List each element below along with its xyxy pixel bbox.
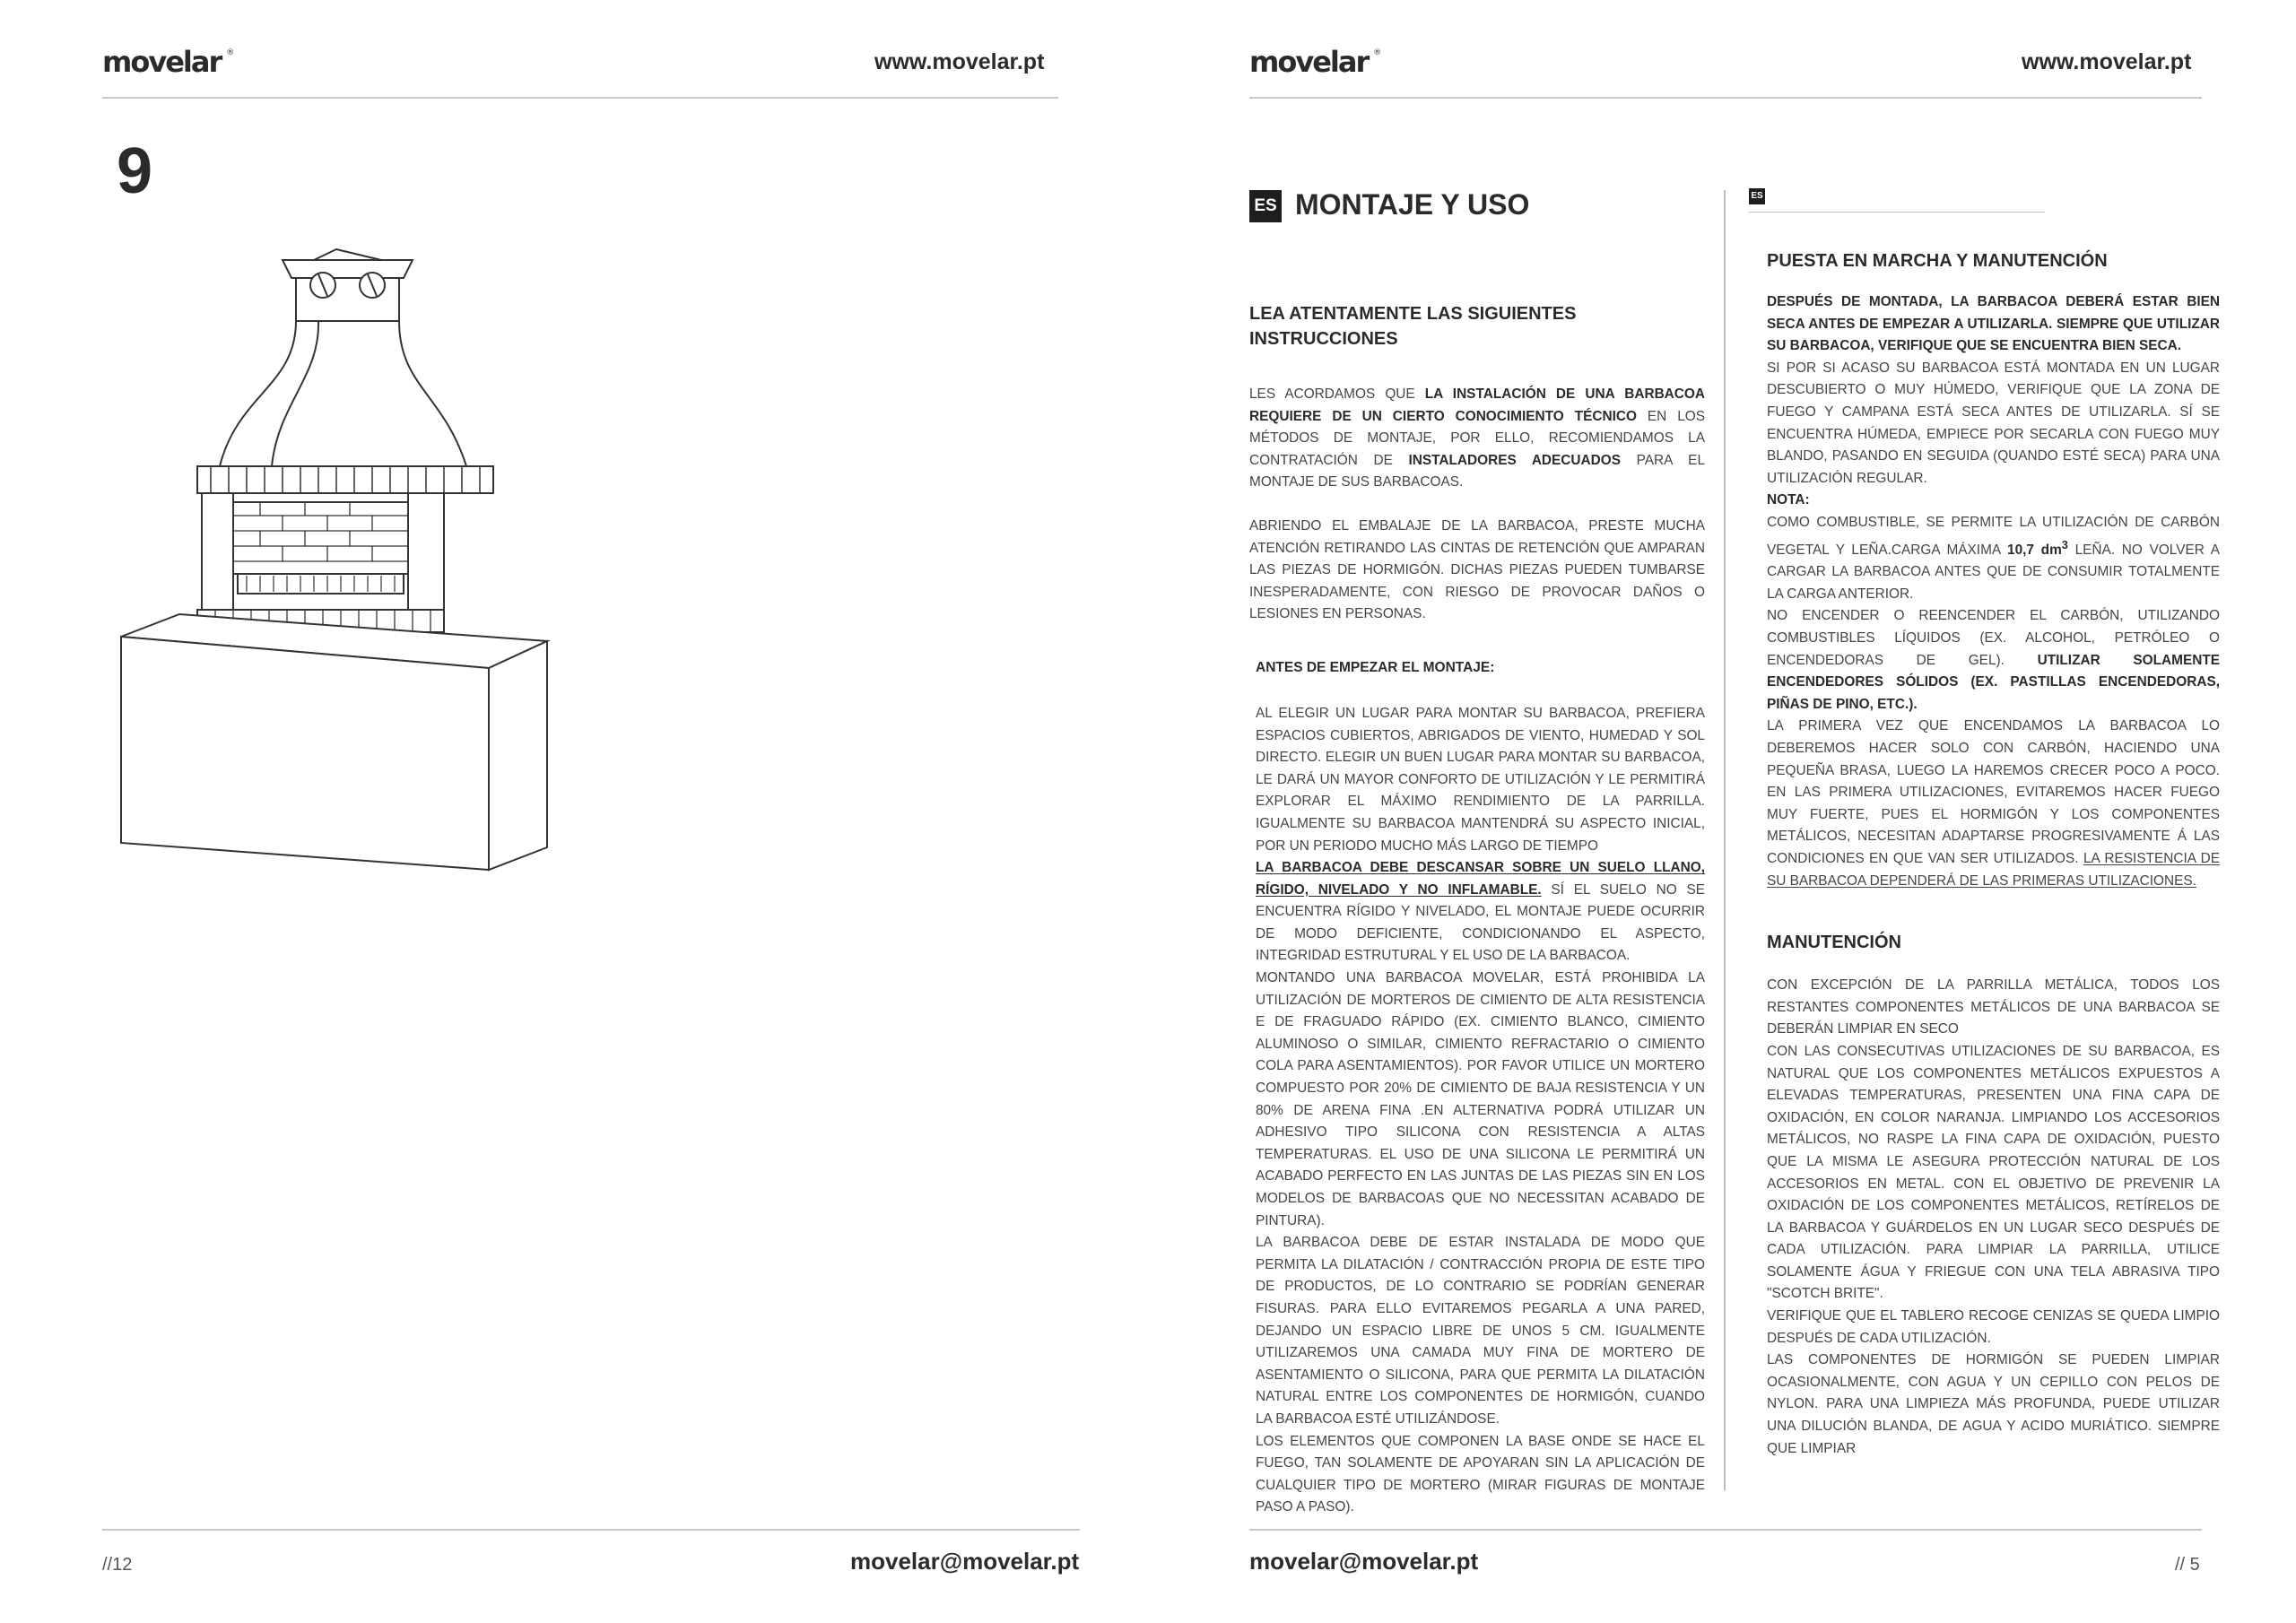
read-instructions-heading: LEA ATENTAMENTE LAS SIGUIENTES INSTRUCCIONES — [1249, 304, 1577, 349]
paragraph-mortar: MONTANDO UNA BARBACOA MOVELAR, ESTÁ PROHIBIDA LA UTILIZACIÓN DE MORTEROS DE CIMIENTO DE ALTA RESISTENCIA E DE FRAGUADO RÁPIDO (EX. CIMIENTO BLANCO, CIMIENTO ALUMINOSO O SIMILAR, CIMIENTO REFRACTARIO O CIMIENTO COLA PARA ASENTAMIENTOS). POR FAVOR UTILICE UN MORTERO COMPUESTO POR 20% DE CIMIENTO DE BAJA RESISTENCIA Y UN 80% DE ARENA FINA .EN ALTERNATIVA PODRÁ UTILIZAR UN ADHESIVO TIPO SILICONA CON RESISTENCIA A ALTAS TEMPERATURAS. EL USO DE UNA SILICONA LE PERMITIRÁ UN ACABADO PERFECTO EN LAS JUNTAS DE LAS PIEZAS SIN EN LOS MODELOS DE BARBACOAS QUE NO NECESSITAN ACABADO DE PINTURA). — [1256, 970, 1705, 1228]
paragraph-dry-before-use: DESPUÉS DE MONTADA, LA BARBACOA DEBERÁ ESTAR BIEN SECA ANTES DE EMPEZAR A UTILIZARLA. SIEMPRE QUE UTILIZAR SU BARBACOA, VERIFIQUE QUE SE ENCUENTRA BIEN SECA. — [1767, 294, 2220, 354]
footer-rule-left — [102, 1529, 1080, 1531]
paragraph-oxidation: CON LAS CONSECUTIVAS UTILIZACIONES DE SU BARBACOA, ES NATURAL QUE LOS COMPONENTES METÁLICOS EXPUESTOS A ELEVADAS TEMPERATURAS, PRESENTEN UNA FINA CAPA DE OXIDACIÓN, EN COLOR NARANJA. LIMPIANDO LOS ACCESORIOS METÁLICOS, NO RASPE LA FINA CAPA DE OXIDACIÓN, PUESTO QUE LA MISMA LE ASEGURA PROTECCIÓN NATURAL DE LOS ACCESORIOS EN METAL. CON EL OBJETIVO DE PREVENIR LA OXIDACIÓN DE LOS COMPONENTES METÁLICOS, RETÍRELOS DE LA BARBACOA Y GUÁRDELOS EN UN LUGAR SECO DESPUÉS DE CADA UTILIZACIÓN. PARA LIMPIAR LA PARRILLA, UTILICE SOLAMENTE ÁGUA Y FRIEGUE CON UNA TELA ABRASIVA TIPO "SCOTCH BRITE". — [1767, 1043, 2220, 1302]
paragraph-fuel: COMO COMBUSTIBLE, SE PERMITE LA UTILIZACIÓN DE CARBÓN VEGETAL Y LEÑA.CARGA MÁXIMA 10,7 $dm^3$ LEÑA. NO VOLVER A CARGAR LA BARBACOA ANTES QUE DE CONSUMIR TOTALMENTE LA CARGA ANTERIOR. — [1767, 514, 2220, 602]
maintenance-heading: MANUTENCIÓN — [1767, 933, 1901, 953]
paragraph-ash-tray: VERIFIQUE QUE EL TABLERO RECOGE CENIZAS SE QUEDA LIMPIO DESPUÉS DE CADA UTILIZACIÓN. — [1767, 1308, 2220, 1346]
paragraph-dry-cleaning: CON EXCEPCIÓN DE LA PARRILLA METÁLICA, TODOS LOS RESTANTES COMPONENTES METÁLICOS DE UNA BARBACOA SE DEBERÁN LIMPIAR EN SECO — [1767, 977, 2220, 1037]
website-link-left[interactable]: www.movelar.pt — [874, 49, 1045, 74]
paragraph-ignition: NO ENCENDER O REENCENDER EL CARBÓN, UTILIZANDO COMBUSTIBLES LÍQUIDOS (EX. ALCOHOL, PETRÓLEO O ENCENDEDORAS DE GEL). UTILIZAR SOLAMENTE ENCENDEDORES SÓLIDOS (EX. PASTILLAS ENCENDEDORAS, PIÑAS DE PINO, ETC.). — [1767, 608, 2220, 712]
footer-rule-right — [1249, 1529, 2202, 1531]
paragraph-humid-location: SI POR SI ACASO SU BARBACOA ESTÁ MONTADA EN UN LUGAR DESCUBIERTO O MUY HÚMEDO, VERIFIQUE QUE LA ZONA DE FUEGO Y CAMPANA ESTÁ SECA ANTES DE UTILIZARLA. SÍ SE ENCUENTRA HÚMEDA, EMPIECE POR SECARLA CON FUEGO MUY BLANDO, PASANDO EN SEGUIDA (QUANDO ESTÉ SECA) PARA UNA UTILIZACIÓN REGULAR. — [1767, 360, 2220, 486]
paragraph-dilation: LA BARBACOA DEBE DE ESTAR INSTALADA DE MODO QUE PERMITA LA DILATACIÓN / CONTRACCIÓN PROPIA DE ESTE TIPO DE PRODUCTOS, DE LO CONTRARIO SE PODRÍAN GENERAR FISURAS. PARA ELLO EVITAREMOS PEGARLA A UNA PARED, DEJANDO UN ESPACIO LIBRE DE UNOS 5 CM. IGUALMENTE UTILIZAREMOS UNA CAMADA MUY FINA DE MORTERO DE ASENTAMIENTO O SILICONA, PARA QUE PERMITA LA DILATACIÓN NATURAL ENTRE LOS COMPONENTES DE HORMIGÓN, CUANDO LA BARBACOA ESTÉ UTILIZÁNDOSE. — [1256, 1235, 1705, 1427]
barbecue-illustration — [112, 242, 561, 888]
email-link-left[interactable]: movelar@movelar.pt — [850, 1548, 1080, 1575]
note-label: NOTA: — [1767, 492, 1810, 508]
paragraph-location: AL ELEGIR UN LUGAR PARA MONTAR SU BARBACOA, PREFIERA ESPACIOS CUBIERTOS, ABRIGADOS DE VIENTO, HUMEDAD Y SOL DIRECTO. ELEGIR UN BUEN LUGAR PARA MONTAR SU BARBACOA, LE DARÁ UN MAYOR CONFORTO DE UTILIZACIÓN Y LE PERMITIRÁ EXPLORAR EL MÁXIMO RENDIMIENTO DE LA PARRILLA. IGUALMENTE SU BARBACOA MANTENDRÁ SU ASPECTO INICIAL, POR UN PERIODO MUCHO MÁS LARGO DE TIEMPO — [1256, 705, 1705, 854]
section-title: MONTAJE Y USO — [1295, 188, 1530, 221]
instructions-column — [1249, 301, 1705, 1519]
header-rule-right — [1249, 97, 2202, 99]
language-badge: ES — [1249, 190, 1282, 222]
paragraph-unpacking: ABRIENDO EL EMBALAJE DE LA BARBACOA, PRESTE MUCHA ATENCIÓN RETIRANDO LAS CINTAS DE RETENCIÓN QUE AMPARAN LAS PIEZAS DE HORMIGÓN. DICHAS PIEZAS PUEDEN TUMBARSE INESPERADAMENTE, CON RIESGO DE PROVOCAR DAÑOS O LESIONES EN PERSONAS. — [1249, 517, 1705, 622]
before-assembly-heading: ANTES DE EMPEZAR EL MONTAJE: — [1256, 659, 1495, 675]
usage-column — [1767, 248, 2220, 1460]
email-link-right[interactable]: movelar@movelar.pt — [1249, 1548, 1479, 1575]
startup-maintenance-heading: PUESTA EN MARCHA Y MANUTENCIÓN — [1767, 251, 2108, 271]
paragraph-floor: LA BARBACOA DEBE DESCANSAR SOBRE UN SUELO LLANO, RÍGIDO, NIVELADO Y NO INFLAMABLE. SÍ EL SUELO NO SE ENCUENTRA RÍGIDO Y NIVELADO, EL MONTAJE PUEDE OCURRIR DE MODO DEFICIENTE, CONDICIONANDO EL ASPECTO, INTEGRIDAD ESTRUTURAL Y EL USO DE LA BARBACOA. — [1256, 860, 1705, 964]
website-link-right[interactable]: www.movelar.pt — [2022, 49, 2192, 74]
page-number-right: // 5 — [2175, 1555, 2200, 1575]
header-rule-left — [102, 97, 1058, 99]
paragraph-installation: LES ACORDAMOS QUE LA INSTALACIÓN DE UNA BARBACOA REQUIERE DE UN CIERTO CONOCIMIENTO TÉCNICO EN LOS MÉTODOS DE MONTAJE, POR ELLO, RECOMIENDAMOS LA CONTRATACIÓN DE INSTALADORES ADECUADOS PARA EL MONTAJE DE SUS BARBACOAS. — [1249, 386, 1706, 490]
column-divider — [1724, 190, 1726, 1490]
badge-underline — [1749, 212, 2045, 213]
brand-logo-right: movelar ® — [1249, 45, 1382, 79]
brand-logo-left: movelar ® — [102, 45, 235, 79]
step-number: 9 — [117, 135, 153, 207]
language-badge-small: ES — [1749, 188, 1765, 204]
paragraph-base-elements: LOS ELEMENTOS QUE COMPONEN LA BASE ONDE SE HACE EL FUEGO, TAN SOLAMENTE DE APOYARAN SIN LA APLICACIÓN DE CUALQUIER TIPO DE MORTERO (MIRAR FIGURAS DE MONTAJE PASO A PASO). — [1256, 1433, 1705, 1515]
page-number-left: //12 — [102, 1555, 133, 1575]
paragraph-first-use: LA PRIMERA VEZ QUE ENCENDAMOS LA BARBACOA LO DEBEREMOS HACER SOLO CON CARBÓN, HACIENDO UNA PEQUEÑA BRASA, LUEGO LA HAREMOS CRECER POCO A POCO. EN LAS PRIMERA UTILIZACIONES, EVITAREMOS HACER FUEGO MUY FUERTE, PUES EL HORMIGÓN Y LOS COMPONENTES METÁLICOS, NECESITAN ADAPTARSE PROGRESIVAMENTE Á LAS CONDICIONES EN QUE VAN SER UTILIZADOS. LA RESISTENCIA DE SU BARBACOA DEPENDERÁ DE LAS PRIMERAS UTILIZACIONES. — [1767, 718, 2220, 889]
paragraph-concrete-cleaning: LAS COMPONENTES DE HORMIGÓN SE PUEDEN LIMPIAR OCASIONALMENTE, CON AGUA Y UN CEPILLO CON PELOS DE NYLON. PARA UNA LIMPIEZA MÁS PROFUNDA, PUEDE UTILIZAR UNA DILUCIÓN BLANDA, DE AGUA Y ACIDO MURIÁTICO. SIEMPRE QUE LIMPIAR — [1767, 1352, 2220, 1456]
